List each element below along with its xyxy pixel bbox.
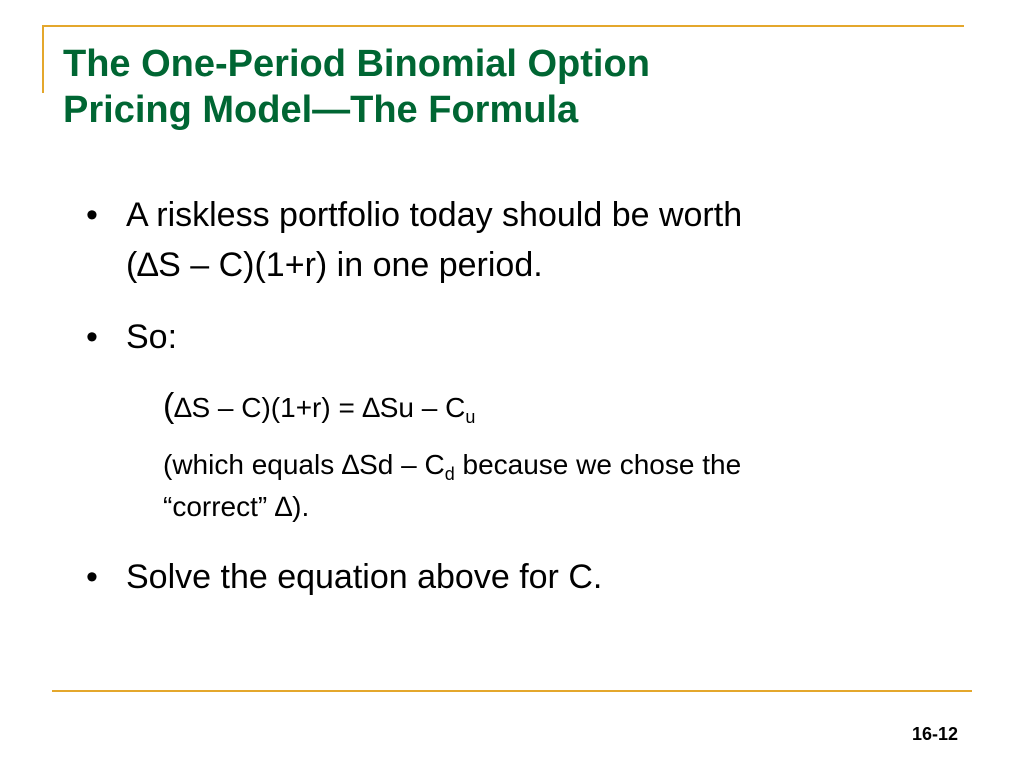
note-part-1: (which equals ∆Sd – C bbox=[163, 449, 445, 480]
slide-title-line-1: The One-Period Binomial Option bbox=[63, 43, 650, 85]
slide-title-line-2: Pricing Model—The Formula bbox=[63, 89, 579, 131]
page-number: 16-12 bbox=[911, 724, 958, 744]
equation bbox=[163, 386, 953, 428]
equation-note bbox=[163, 444, 953, 528]
bullet-marker: • bbox=[86, 558, 98, 596]
equation-subscript: u bbox=[465, 407, 476, 427]
note-subscript: d bbox=[444, 464, 455, 484]
bullet-so bbox=[86, 312, 936, 362]
bullet-text: Solve the equation above for C. bbox=[126, 558, 603, 596]
bullet-marker: • bbox=[86, 318, 98, 356]
note-line-2: “correct” ∆). bbox=[163, 491, 310, 522]
bullet-solve-equation bbox=[86, 552, 936, 602]
bullet-marker: • bbox=[86, 196, 98, 234]
slide-title bbox=[63, 41, 943, 133]
equation-body: ∆S – C)(1+r) = ∆Su – C bbox=[174, 392, 466, 423]
note-line-1 bbox=[163, 444, 953, 486]
equation-open-paren: ( bbox=[163, 387, 175, 425]
bullet-text-line-2: (∆S – C)(1+r) in one period. bbox=[126, 246, 543, 284]
bullet-text-line-1: A riskless portfolio today should be worth bbox=[126, 196, 743, 234]
left-accent-rule bbox=[42, 25, 44, 93]
note-part-2: because we chose the bbox=[454, 449, 742, 480]
footer-rule bbox=[52, 690, 972, 692]
bullet-riskless-portfolio bbox=[86, 190, 936, 290]
bullet-text: So: bbox=[126, 318, 178, 356]
top-accent-rule bbox=[42, 25, 964, 27]
